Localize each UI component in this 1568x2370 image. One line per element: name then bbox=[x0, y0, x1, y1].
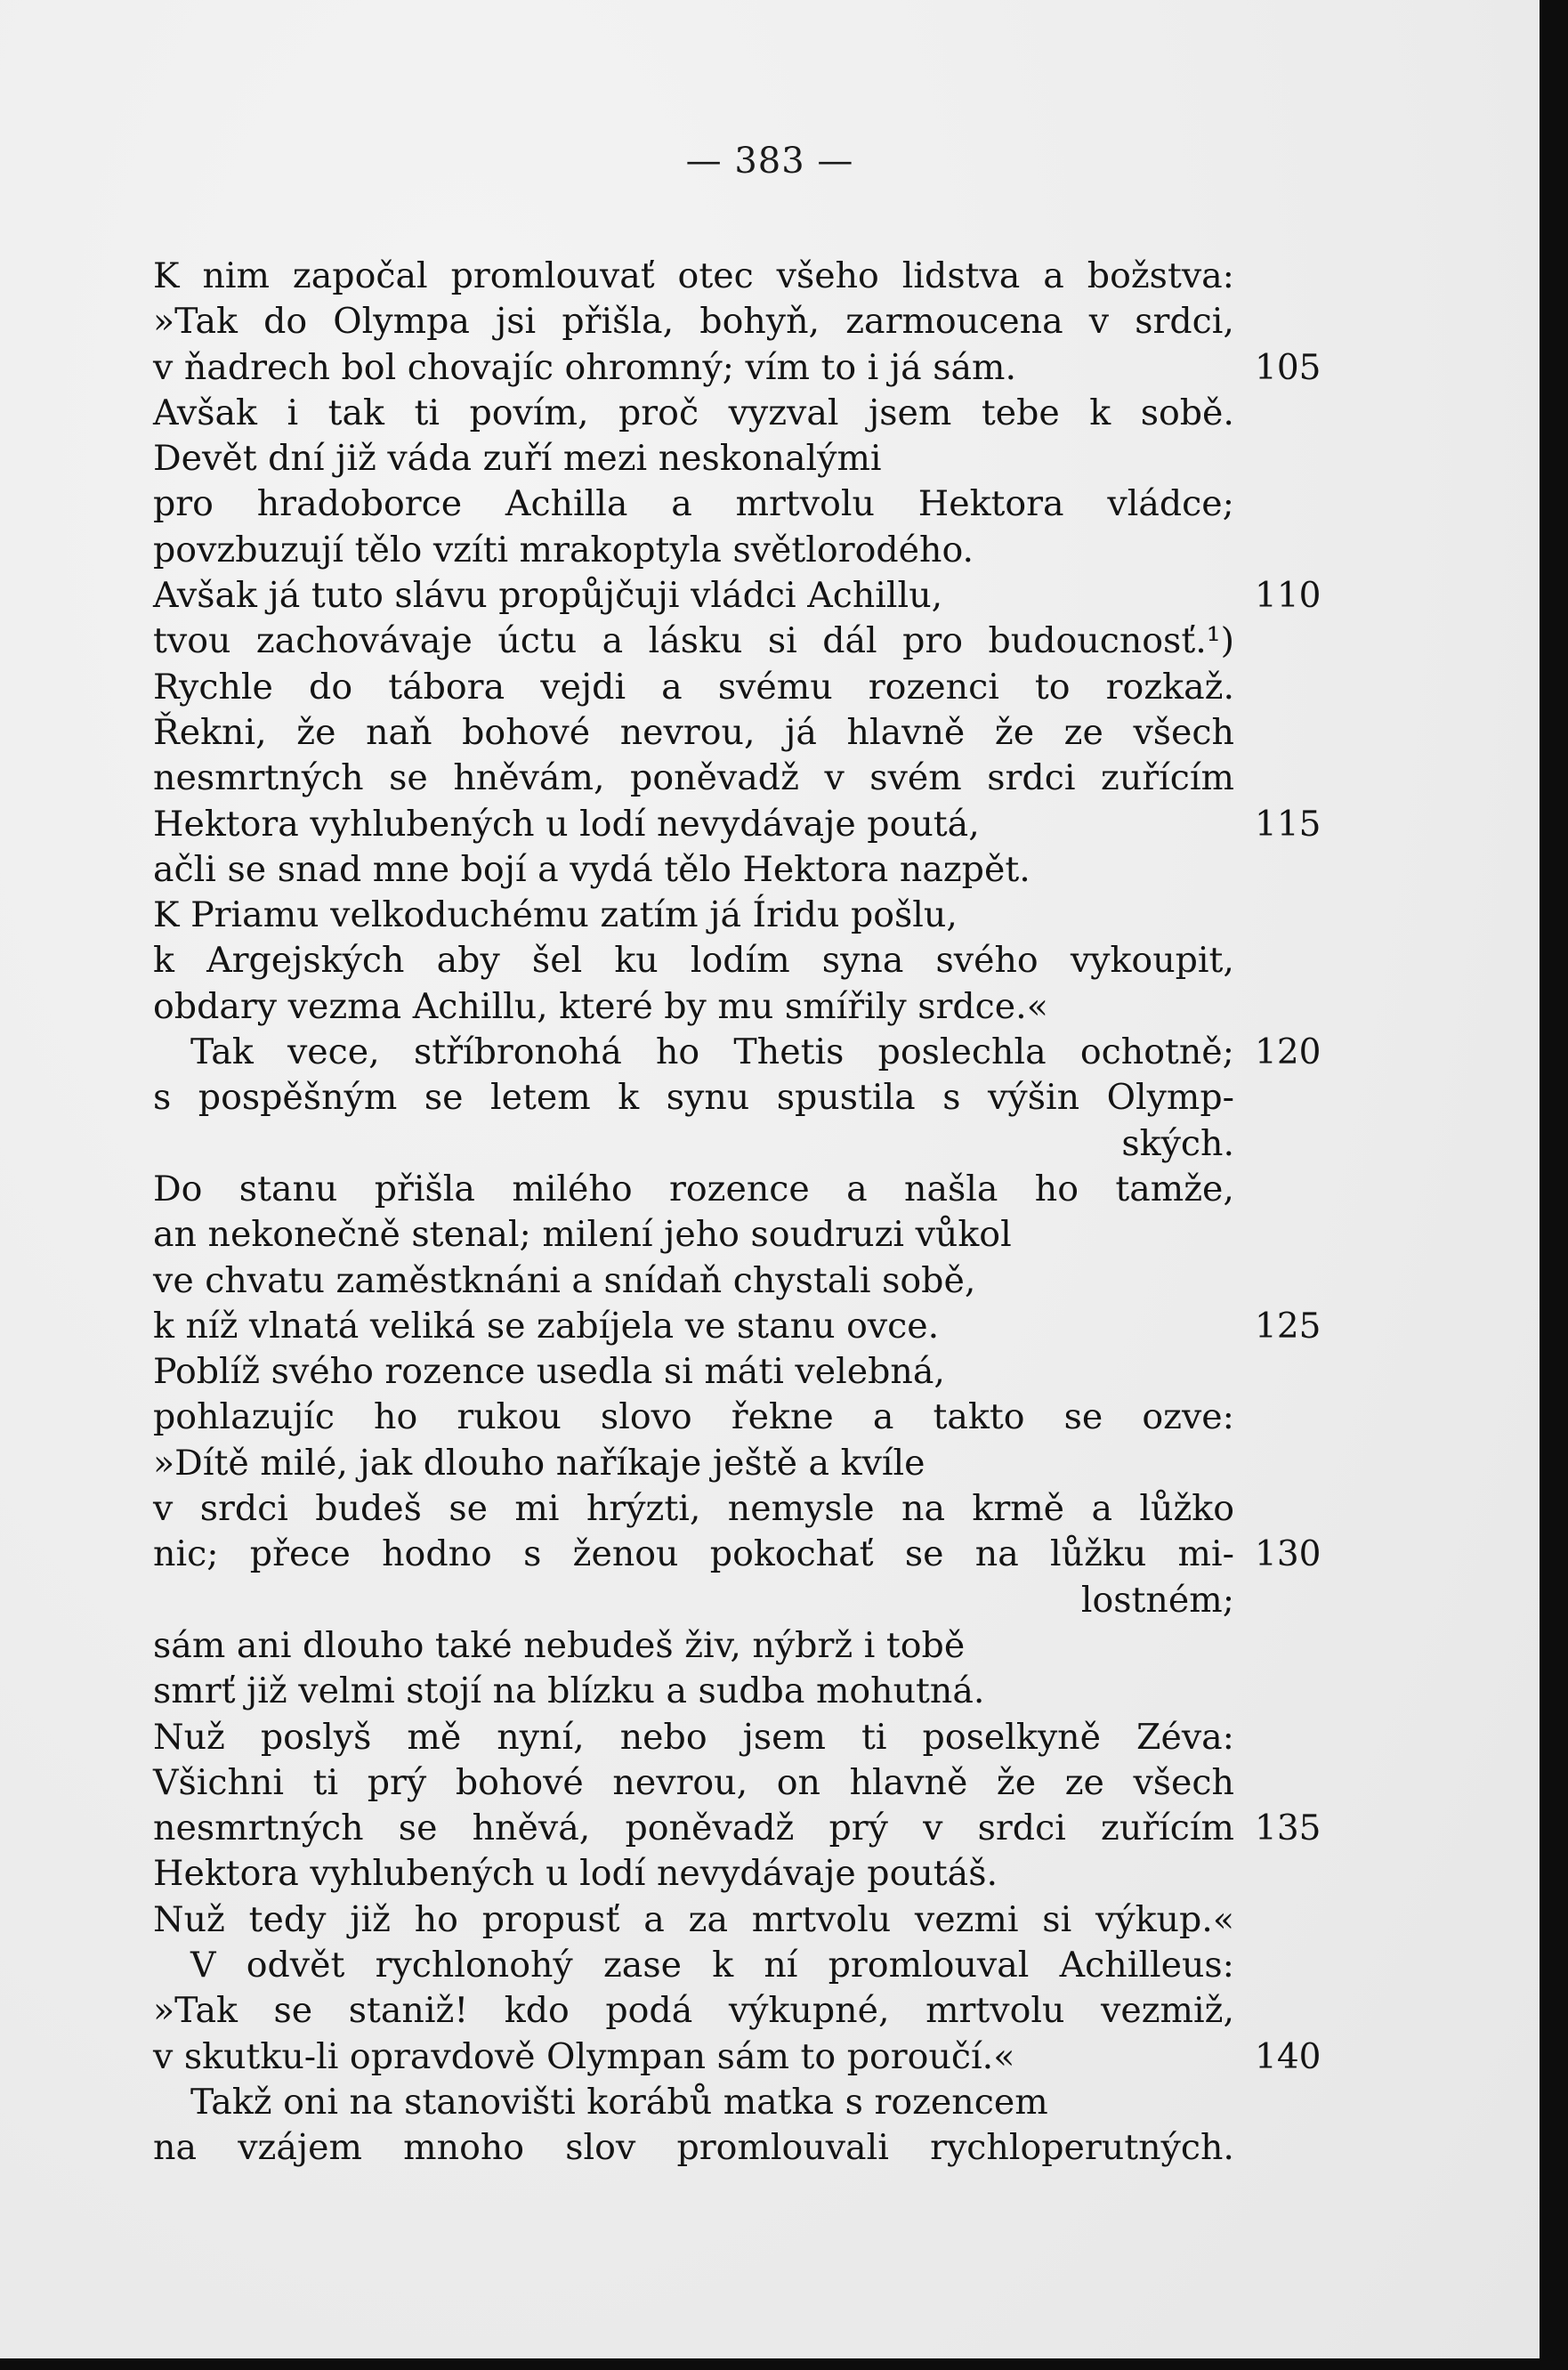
line-number: 115 bbox=[1255, 804, 1321, 845]
line-number: 140 bbox=[1255, 2036, 1321, 2077]
verse-line bbox=[153, 1578, 1328, 1623]
verse-text: k Argejských aby šel ku lodím syna svého vykoupit, bbox=[153, 940, 1234, 982]
verse-text: »Dítě milé, jak dlouho naříkaje ještě a kvíle bbox=[153, 1442, 925, 1484]
verse-text: Takž oni na stanovišti korábů matka s rozencem bbox=[190, 2081, 1048, 2123]
scan-edge-bottom bbox=[0, 2358, 1568, 2370]
line-number: 110 bbox=[1255, 576, 1321, 617]
verse-text: ačli se snad mne bojí a vydá tělo Hektora nazpět. bbox=[153, 848, 1031, 890]
verse-line bbox=[153, 1167, 1328, 1212]
verse-line bbox=[153, 345, 1328, 391]
verse-text: na vzájem mnoho slov promlouvali rychloperutných. bbox=[153, 2127, 1234, 2169]
verse-text: obdary vezma Achillu, které by mu smířily srdce.« bbox=[153, 985, 1048, 1027]
verse-line bbox=[153, 1988, 1328, 2034]
verse-block bbox=[153, 254, 1328, 2171]
verse-text: nic; přece hodno s ženou pokochať se na lůžku mi- bbox=[153, 1533, 1234, 1575]
verse-line bbox=[153, 254, 1328, 299]
verse-text: Všichni ti prý bohové nevrou, on hlavně že ze všech bbox=[153, 1761, 1234, 1803]
verse-line bbox=[153, 1075, 1328, 1120]
verse-text: v skutku-li opravdově Olympan sám to poroučí.« bbox=[153, 2035, 1015, 2077]
verse-line bbox=[153, 802, 1328, 847]
verse-line bbox=[153, 1304, 1328, 1349]
verse-text: »Tak do Olympa jsi přišla, bohyň, zarmoucena v srdci, bbox=[153, 301, 1234, 343]
verse-text: Hektora vyhlubených u lodí nevydávaje poutáš. bbox=[153, 1853, 998, 1895]
verse-text: v srdci budeš se mi hrýzti, nemysle na krmě a lůžko bbox=[153, 1488, 1234, 1530]
verse-line bbox=[153, 391, 1328, 436]
verse-line bbox=[153, 1897, 1328, 1943]
verse-line bbox=[153, 1532, 1328, 1577]
verse-text: s pospěšným se letem k synu spustila s výšin Olymp- bbox=[153, 1077, 1234, 1119]
line-number: 130 bbox=[1255, 1534, 1321, 1575]
verse-text: Rychle do tábora vejdi a svému rozenci to rozkaž. bbox=[153, 666, 1234, 708]
verse-line bbox=[153, 1943, 1328, 1988]
verse-line bbox=[153, 619, 1328, 664]
line-number: 135 bbox=[1255, 1808, 1321, 1849]
verse-line bbox=[153, 1669, 1328, 1714]
verse-text: nesmrtných se hněvám, poněvadž v svém srdci zuřícím bbox=[153, 757, 1234, 799]
verse-text: ských. bbox=[1121, 1122, 1234, 1164]
verse-text: sám ani dlouho také nebudeš živ, nýbrž i tobě bbox=[153, 1624, 966, 1666]
verse-text: k níž vlnatá veliká se zabíjela ve stanu ovce. bbox=[153, 1305, 940, 1347]
verse-line bbox=[153, 756, 1328, 801]
line-number: 125 bbox=[1255, 1306, 1321, 1347]
verse-line bbox=[153, 481, 1328, 527]
verse-line bbox=[153, 2125, 1328, 2171]
verse-text: smrť již velmi stojí na blízku a sudba mohutná. bbox=[153, 1670, 985, 1712]
verse-text: Avšak já tuto slávu propůjčuji vládci Achillu, bbox=[153, 575, 943, 617]
verse-line bbox=[153, 528, 1328, 573]
verse-text: Avšak i tak ti povím, proč vyzval jsem tebe k sobě. bbox=[153, 392, 1234, 433]
verse-text: Tak vece, stříbronohá ho Thetis poslechla ochotně; bbox=[190, 1031, 1234, 1073]
verse-text: Poblíž svého rozence usedla si máti velebná, bbox=[153, 1351, 945, 1393]
verse-line bbox=[153, 1486, 1328, 1532]
verse-line bbox=[153, 710, 1328, 756]
verse-text: Nuž tedy již ho propusť a za mrtvolu vezmi si výkup.« bbox=[153, 1898, 1234, 1940]
verse-line bbox=[153, 1623, 1328, 1669]
verse-text: Devět dní již váda zuří mezi neskonalými bbox=[153, 438, 882, 480]
verse-line bbox=[153, 436, 1328, 481]
verse-line bbox=[153, 1715, 1328, 1760]
line-number: 120 bbox=[1255, 1032, 1321, 1073]
verse-line bbox=[153, 1258, 1328, 1304]
verse-text: pohlazujíc ho rukou slovo řekne a takto se ozve: bbox=[153, 1396, 1234, 1438]
line-number: 105 bbox=[1255, 347, 1321, 388]
verse-text: Hektora vyhlubených u lodí nevydávaje poutá, bbox=[153, 803, 980, 845]
verse-text: tvou zachovávaje úctu a lásku si dál pro budoucnosť.¹) bbox=[153, 620, 1234, 662]
verse-line bbox=[153, 573, 1328, 619]
verse-text: Nuž poslyš mě nyní, nebo jsem ti poselkyně Zéva: bbox=[153, 1716, 1234, 1758]
verse-text: K Priamu velkoduchému zatím já Íridu pošlu, bbox=[153, 894, 958, 936]
verse-line bbox=[153, 847, 1328, 893]
page-number: — 383 — bbox=[685, 141, 854, 182]
verse-text: Do stanu přišla milého rozence a našla ho tamže, bbox=[153, 1168, 1234, 1209]
verse-line bbox=[153, 938, 1328, 983]
verse-line bbox=[153, 1212, 1328, 1258]
verse-line bbox=[153, 1121, 1328, 1167]
verse-line bbox=[153, 2034, 1328, 2080]
verse-line bbox=[153, 2080, 1328, 2125]
verse-text: nesmrtných se hněvá, poněvadž prý v srdci zuřícím bbox=[153, 1808, 1234, 1849]
verse-text: »Tak se staniž! kdo podá výkupné, mrtvolu vezmiž, bbox=[153, 1990, 1234, 2032]
verse-text: povzbuzují tělo vzíti mrakoptyla světlorodého. bbox=[153, 529, 974, 570]
verse-line bbox=[153, 299, 1328, 344]
verse-line bbox=[153, 893, 1328, 938]
scan-edge-right bbox=[1540, 0, 1568, 2370]
verse-line bbox=[153, 1760, 1328, 1806]
verse-line bbox=[153, 1806, 1328, 1851]
verse-text: Řekni, že naň bohové nevrou, já hlavně že ze všech bbox=[153, 711, 1234, 753]
verse-line bbox=[153, 1851, 1328, 1897]
verse-line bbox=[153, 665, 1328, 710]
verse-line bbox=[153, 984, 1328, 1030]
verse-text: ve chvatu zaměstknáni a snídaň chystali sobě, bbox=[153, 1259, 976, 1301]
verse-line bbox=[153, 1395, 1328, 1440]
verse-text: K nim započal promlouvať otec všeho lidstva a božstva: bbox=[153, 255, 1234, 296]
verse-line bbox=[153, 1030, 1328, 1075]
verse-text: v ňadrech bol chovajíc ohromný; vím to i já sám. bbox=[153, 346, 1017, 388]
verse-text: pro hradoborce Achilla a mrtvolu Hektora vládce; bbox=[153, 483, 1234, 525]
verse-line bbox=[153, 1441, 1328, 1486]
verse-text: an nekonečně stenal; milení jeho soudruzi vůkol bbox=[153, 1214, 1012, 1256]
verse-text: V odvět rychlonohý zase k ní promlouval Achilleus: bbox=[190, 1944, 1234, 1986]
verse-text: lostném; bbox=[1080, 1579, 1234, 1621]
verse-line bbox=[153, 1349, 1328, 1395]
